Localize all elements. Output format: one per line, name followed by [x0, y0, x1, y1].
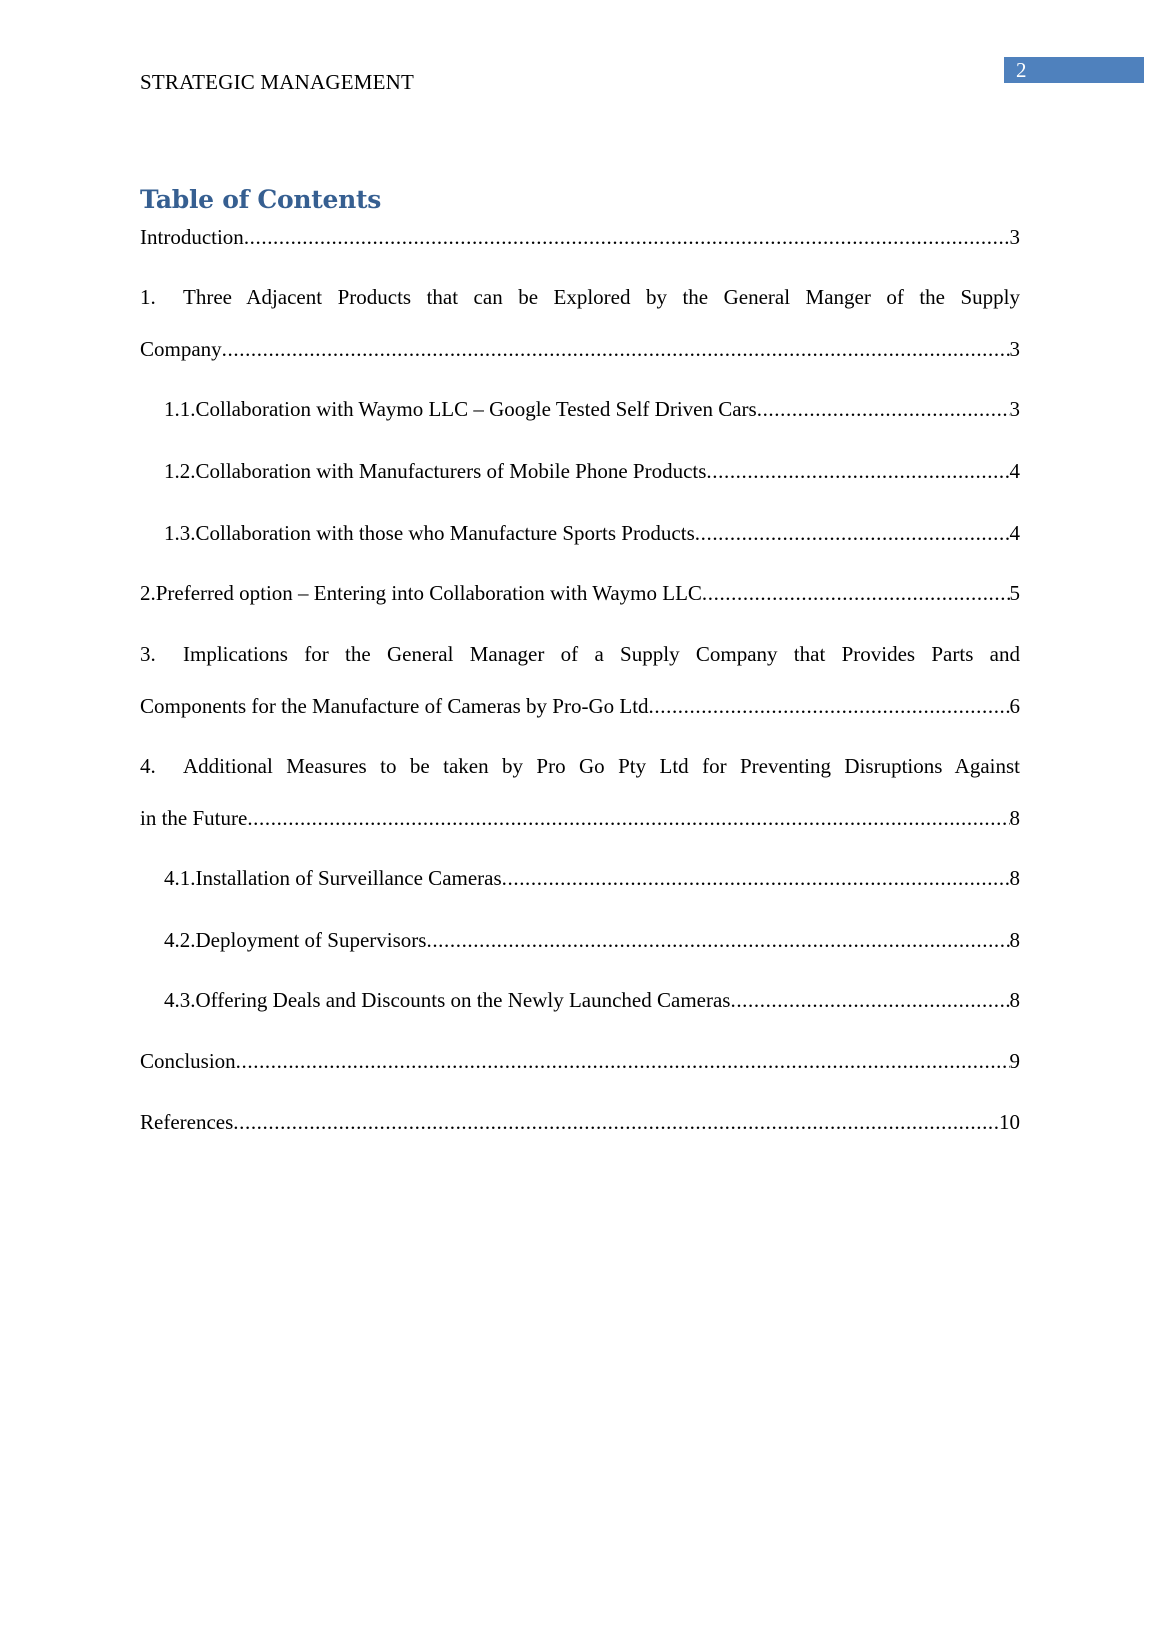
toc-entry-references[interactable]: [140, 1107, 1020, 1137]
toc-entry-page: 3: [1009, 397, 1020, 421]
dot-leader: [695, 518, 1010, 548]
toc-entry-text: Offering Deals and Discounts on the Newly Launched Cameras: [195, 988, 731, 1012]
toc-entry-4-line2[interactable]: [140, 803, 1020, 833]
dot-leader: [426, 925, 1009, 955]
dot-leader: [236, 1046, 1010, 1076]
dot-leader: [649, 691, 1010, 721]
toc-entry-text: in the Future: [140, 806, 248, 830]
toc-entry-text: Collaboration with Waymo LLC – Google Tested Self Driven Cars: [195, 397, 757, 421]
dot-leader: [706, 456, 1009, 486]
dot-leader: [244, 222, 1010, 252]
toc-entry-page: 8: [1009, 806, 1020, 830]
toc-entry-3-line2[interactable]: [140, 691, 1020, 721]
dot-leader: [233, 1107, 999, 1137]
toc-entry-page: 8: [1009, 866, 1020, 890]
toc-entry-page: 8: [1009, 988, 1020, 1012]
dot-leader: [730, 985, 1009, 1015]
toc-entry-1-line2[interactable]: [140, 334, 1020, 364]
running-head: STRATEGIC MANAGEMENT: [140, 70, 415, 94]
dot-leader: [502, 863, 1010, 893]
toc-entry-text: Installation of Surveillance Cameras: [195, 866, 502, 890]
toc-entry-text: References: [140, 1110, 234, 1134]
toc-entry-number: 1.3.: [164, 521, 196, 545]
toc-entry-text: Three Adjacent Products that can be Explored by the General Manger of the Supply: [183, 285, 1020, 309]
toc-entry-1-3[interactable]: [140, 518, 1020, 548]
toc-entry-page: 4: [1009, 459, 1020, 483]
dot-leader: [222, 334, 1010, 364]
toc-entry-text: Company: [140, 337, 222, 361]
toc-entry-1-1[interactable]: [140, 394, 1020, 424]
toc-entry-number: 2.: [140, 581, 156, 605]
toc-entry-text: Additional Measures to be taken by Pro Go Pty Ltd for Preventing Disruptions Against: [183, 754, 1020, 778]
toc-entry-number: 3.: [140, 642, 156, 666]
toc-entry-text: Implications for the General Manager of a Supply Company that Provides Parts and: [183, 642, 1020, 666]
toc-entry-4-1[interactable]: [140, 863, 1020, 893]
toc-entry-introduction[interactable]: [140, 222, 1020, 252]
toc-entry-number: 4.2.: [164, 928, 196, 952]
toc-entry-text: Collaboration with those who Manufacture Sports Products: [195, 521, 695, 545]
toc-entry-page: 3: [1009, 337, 1020, 361]
toc-entry-3-line1[interactable]: [140, 639, 1020, 669]
toc-entry-text: Conclusion: [140, 1049, 236, 1073]
dot-leader: [247, 803, 1009, 833]
toc-entry-text: Collaboration with Manufacturers of Mobile Phone Products: [195, 459, 707, 483]
toc-entry-text: Introduction: [140, 225, 244, 249]
toc-entry-page: 3: [1009, 225, 1020, 249]
page-number: 2: [1004, 57, 1144, 83]
toc-entry-conclusion[interactable]: [140, 1046, 1020, 1076]
dot-leader: [702, 578, 1010, 608]
toc-entry-number: 1.1.: [164, 397, 196, 421]
toc-entry-1-2[interactable]: [140, 456, 1020, 486]
toc-entry-number: 4.: [140, 754, 156, 778]
toc-entry-page: 10: [999, 1110, 1020, 1134]
toc-entry-2[interactable]: [140, 578, 1020, 608]
toc-entry-4-3[interactable]: [140, 985, 1020, 1015]
toc-entry-text: Preferred option – Entering into Collaboration with Waymo LLC: [155, 581, 702, 605]
toc-entry-page: 9: [1009, 1049, 1020, 1073]
toc-entry-number: 4.1.: [164, 866, 196, 890]
toc-title: Table of Contents: [140, 185, 382, 214]
toc-entry-number: 4.3.: [164, 988, 196, 1012]
toc-entry-page: 8: [1009, 928, 1020, 952]
toc-entry-text: Deployment of Supervisors: [195, 928, 427, 952]
toc-entry-number: 1.2.: [164, 459, 196, 483]
toc-entry-page: 4: [1009, 521, 1020, 545]
dot-leader: [757, 394, 1010, 424]
toc-entry-number: 1.: [140, 285, 156, 309]
toc-entry-4-2[interactable]: [140, 925, 1020, 955]
toc-entry-page: 5: [1009, 581, 1020, 605]
toc-entry-4-line1[interactable]: [140, 751, 1020, 781]
toc-entry-1-line1[interactable]: [140, 282, 1020, 312]
toc-entry-page: 6: [1009, 694, 1020, 718]
toc-entry-text: Components for the Manufacture of Cameras by Pro-Go Ltd: [140, 694, 649, 718]
